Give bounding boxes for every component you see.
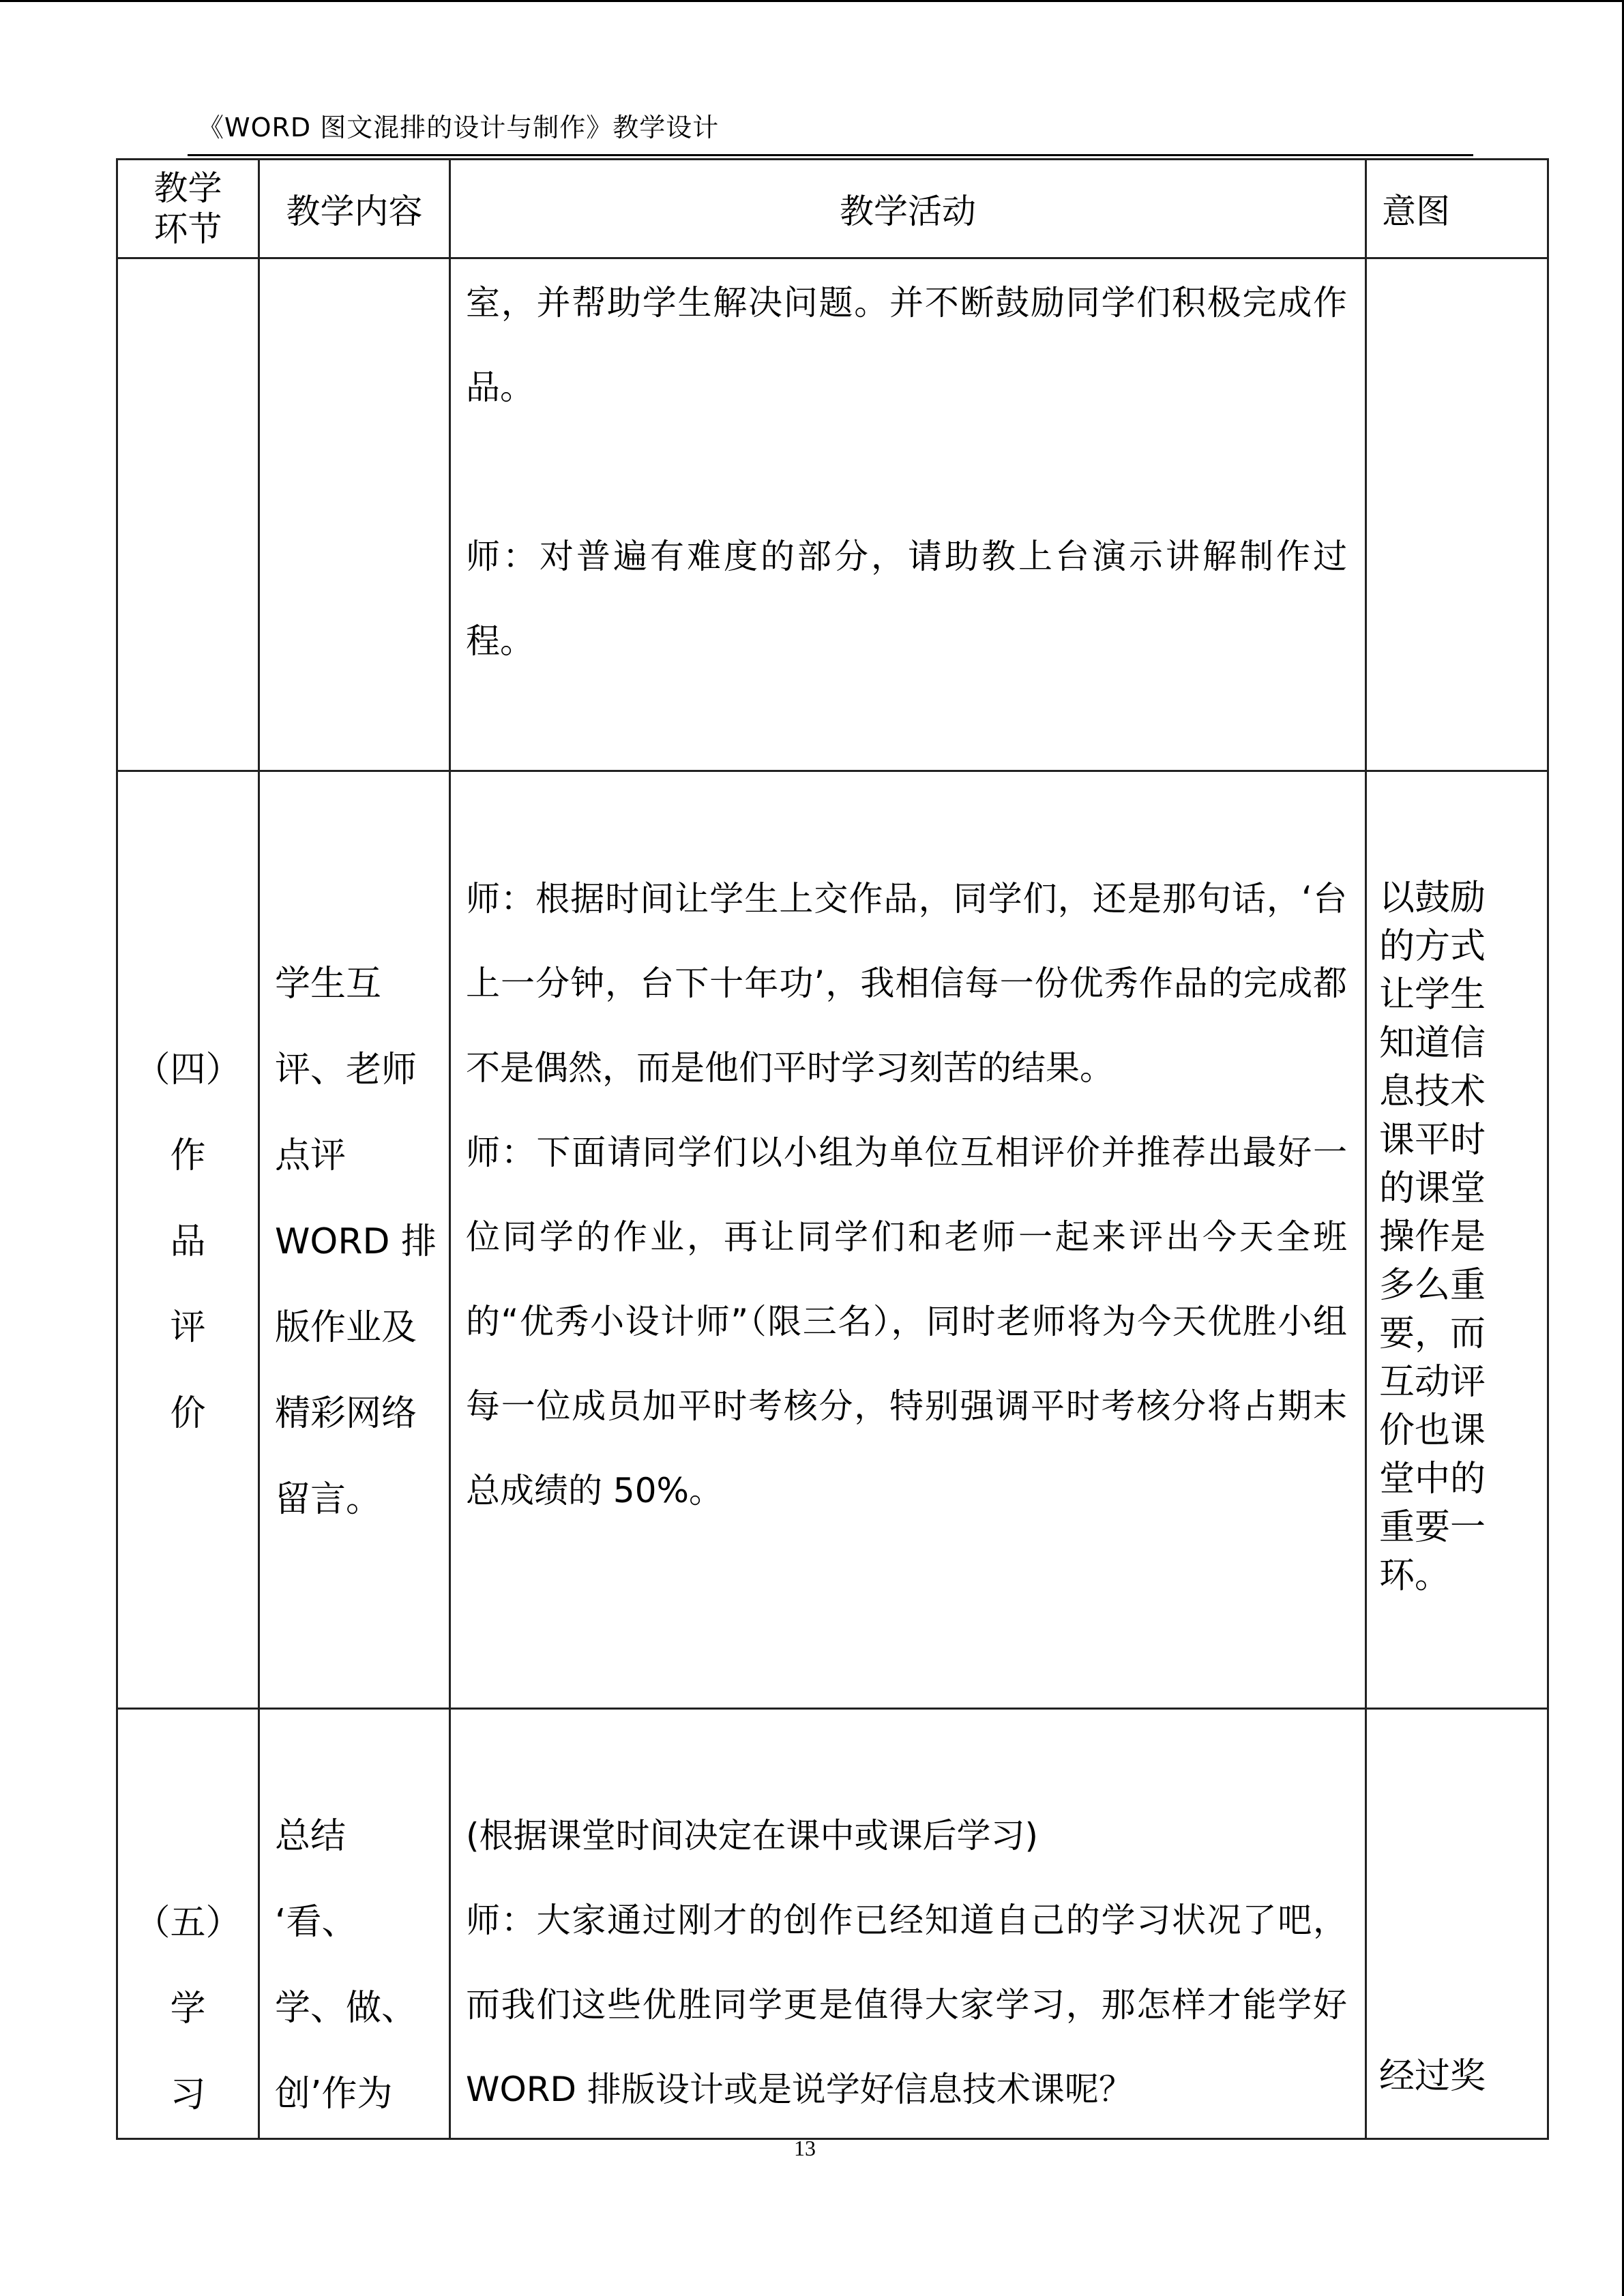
stage-text: 价 [170,1392,206,1434]
activity-paragraph: 师：下面请同学们以小组为单位互相评价并推荐出最好一位同学的作业，再让同学们和老师一起来评出今天全班的“优秀小设计师”（限三名），同时老师将为今天优胜小组每一位成员加平时考核分，特别强调平时考核分将占期末总成绩的 50%。 [466,1132,1347,1510]
intent-text: 互动评 [1379,1361,1486,1403]
intent-cell-empty [1366,258,1548,771]
stage-cell-empty [117,258,259,771]
content-text: 精彩网络 [275,1392,417,1434]
activity-cell [450,258,1366,771]
stage-text: 品 [170,1221,206,1262]
intent-text: 课平时 [1379,1119,1486,1161]
content-cell [259,771,450,1709]
activity-paragraph: (根据课堂时间决定在课中或课后学习) [466,1815,1039,1855]
content-text: 学、做、 [275,1987,417,2029]
header-stage [117,160,259,258]
stage-text: 学 [170,1988,206,2029]
intent-text: 经过奖 [1379,2055,1486,2097]
table-row [117,771,1548,1709]
header-stage-line2: 环节 [153,209,222,249]
stage-text: 习 [170,2074,206,2115]
activity-cell [450,771,1366,1709]
activity-paragraph: 室，并帮助学生解决问题。并不断鼓励同学们积极完成作品。 [466,282,1347,407]
header-rule [188,154,1473,156]
content-cell [259,1709,450,2139]
intent-text: 让学生 [1379,974,1486,1015]
table-row [117,1709,1548,2139]
intent-text: 价也课 [1379,1410,1486,1451]
activity-paragraph: 师：大家通过刚才的创作已经知道自己的学习状况了吧，而我们这些优胜同学更是值得大家学习，那怎样才能学好 WORD 排版设计或是说学好信息技术课呢？ [466,1900,1347,2109]
lesson-plan-table [116,158,1549,2140]
intent-text: 要，而 [1379,1313,1486,1354]
content-text: ‘看、 [275,1901,357,1943]
intent-text: 多么重 [1379,1264,1486,1306]
intent-text: 的方式 [1379,925,1486,967]
content-text: WORD 排 [275,1221,437,1262]
intent-text: 堂中的 [1379,1458,1486,1500]
intent-text: 知道信 [1379,1022,1486,1064]
intent-cell [1366,1709,1548,2139]
header-intent: 意图 [1366,160,1548,258]
content-text: 版作业及 [275,1307,417,1348]
header-activity: 教学活动 [450,160,1366,258]
document-header-title: 《WORD 图文混排的设计与制作》教学设计 [198,113,720,143]
content-text: 点评 [275,1135,346,1176]
intent-text: 息技术 [1379,1071,1486,1112]
intent-text: 环。 [1379,1555,1451,1596]
intent-text: 以鼓励 [1379,877,1486,919]
content-text: 学生互 [275,963,382,1004]
intent-text: 重要一 [1379,1506,1486,1548]
content-text: 评、老师 [275,1049,417,1090]
table-row [117,258,1548,771]
stage-text: 作 [170,1135,206,1176]
stage-cell [117,771,259,1709]
intent-text: 的课堂 [1379,1167,1486,1209]
header-stage-line1: 教学 [153,168,222,208]
stage-cell [117,1709,259,2139]
activity-paragraph: 师：根据时间让学生上交作品，同学们，还是那句话，‘台上一分钟，台下十年功’，我相信每一份优秀作品的完成都不是偶然，而是他们平时学习刻苦的结果。 [466,878,1347,1088]
content-text: 总结 [275,1815,346,1857]
page-border-top [0,0,1624,2]
stage-text: 评 [170,1307,206,1348]
content-text: 创’作为 [275,2073,393,2115]
stage-text: （四） [134,1049,241,1090]
header-content: 教学内容 [259,160,450,258]
stage-text: （五） [134,1902,241,1943]
table-header-row [117,160,1548,258]
content-text: 留言。 [275,1478,382,1520]
activity-cell [450,1709,1366,2139]
activity-paragraph: 师：对普遍有难度的部分，请助教上台演示讲解制作过程。 [466,536,1347,661]
content-cell-empty [259,258,450,771]
page-number: 13 [794,2136,816,2160]
intent-cell [1366,771,1548,1709]
intent-text: 操作是 [1379,1216,1486,1257]
